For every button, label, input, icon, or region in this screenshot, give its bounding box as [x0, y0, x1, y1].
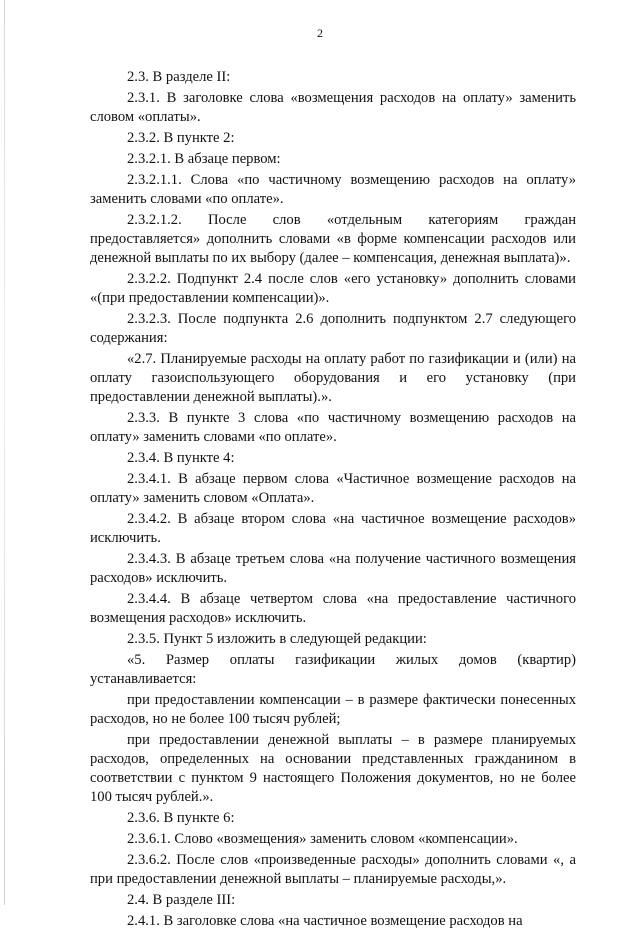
paragraph: 2.3.6.2. После слов «произведенные расходы» дополнить словами «, а при предоставлении денежной выплаты – планируемые расходы,».	[90, 852, 576, 887]
paragraph: 2.3.1. В заголовке слова «возмещения расходов на оплату» заменить словом «оплаты».	[90, 90, 576, 125]
paragraph: 2.3.2. В пункте 2:	[127, 130, 235, 146]
paragraph: 2.3.4. В пункте 4:	[127, 450, 235, 466]
paragraph: 2.3. В разделе II:	[127, 69, 231, 85]
paragraph: 2.3.2.2. Подпункт 2.4 после слов «его установку» дополнить словами «(при предоставлении компенсации)».	[90, 271, 576, 306]
paragraph: «5. Размер оплаты газификации жилых домов (квартир) устанавливается:	[90, 652, 576, 687]
document-body	[90, 68, 576, 931]
paragraph: 2.3.4.4. В абзаце четвертом слова «на предоставление частичного возмещения расходов» исключить.	[90, 591, 576, 626]
paragraph: 2.3.2.1.2. После слов «отдельным категориям граждан предоставляется» дополнить словами «в форме компенсации расходов или денежной выплаты по их выбору (далее – компенсация, денежная выплата)».	[90, 212, 576, 266]
paragraph: 2.4.1. В заголовке слова «на частичное возмещение расходов на	[127, 913, 523, 929]
paragraph: 2.3.2.3. После подпункта 2.6 дополнить подпунктом 2.7 следующего содержания:	[90, 311, 576, 346]
paragraph: 2.3.4.1. В абзаце первом слова «Частичное возмещение расходов на оплату» заменить словом «Оплата».	[90, 471, 576, 506]
paragraph: 2.3.5. Пункт 5 изложить в следующей редакции:	[127, 631, 427, 647]
paragraph: при предоставлении компенсации – в размере фактически понесенных расходов, но не более 100 тысяч рублей;	[90, 692, 576, 727]
paragraph: 2.3.3. В пункте 3 слова «по частичному возмещению расходов на оплату» заменить словами «по оплате».	[90, 410, 576, 445]
paragraph: 2.4. В разделе III:	[127, 892, 236, 908]
paragraph: 2.3.2.1. В абзаце первом:	[127, 151, 281, 167]
page-number: 2	[317, 26, 323, 40]
paragraph: 2.3.4.2. В абзаце втором слова «на частичное возмещение расходов» исключить.	[90, 511, 576, 546]
paragraph: 2.3.6. В пункте 6:	[127, 810, 235, 826]
page-edge-shadow	[4, 0, 5, 905]
paragraph: 2.3.6.1. Слово «возмещения» заменить словом «компенсации».	[127, 831, 518, 847]
paragraph: 2.3.4.3. В абзаце третьем слова «на получение частичного возмещения расходов» исключить.	[90, 551, 576, 586]
paragraph: 2.3.2.1.1. Слова «по частичному возмещению расходов на оплату» заменить словами «по оплате».	[90, 172, 576, 207]
paragraph: при предоставлении денежной выплаты – в размере планируемых расходов, определенных на основании представленных гражданином в соответствии с пунктом 9 настоящего Положения документов, но не более 100 тысяч рублей.».	[90, 732, 576, 805]
paragraph: «2.7. Планируемые расходы на оплату работ по газификации и (или) на оплату газоиспользующего оборудования и его установку (при предоставлении денежной выплаты).».	[90, 351, 576, 405]
